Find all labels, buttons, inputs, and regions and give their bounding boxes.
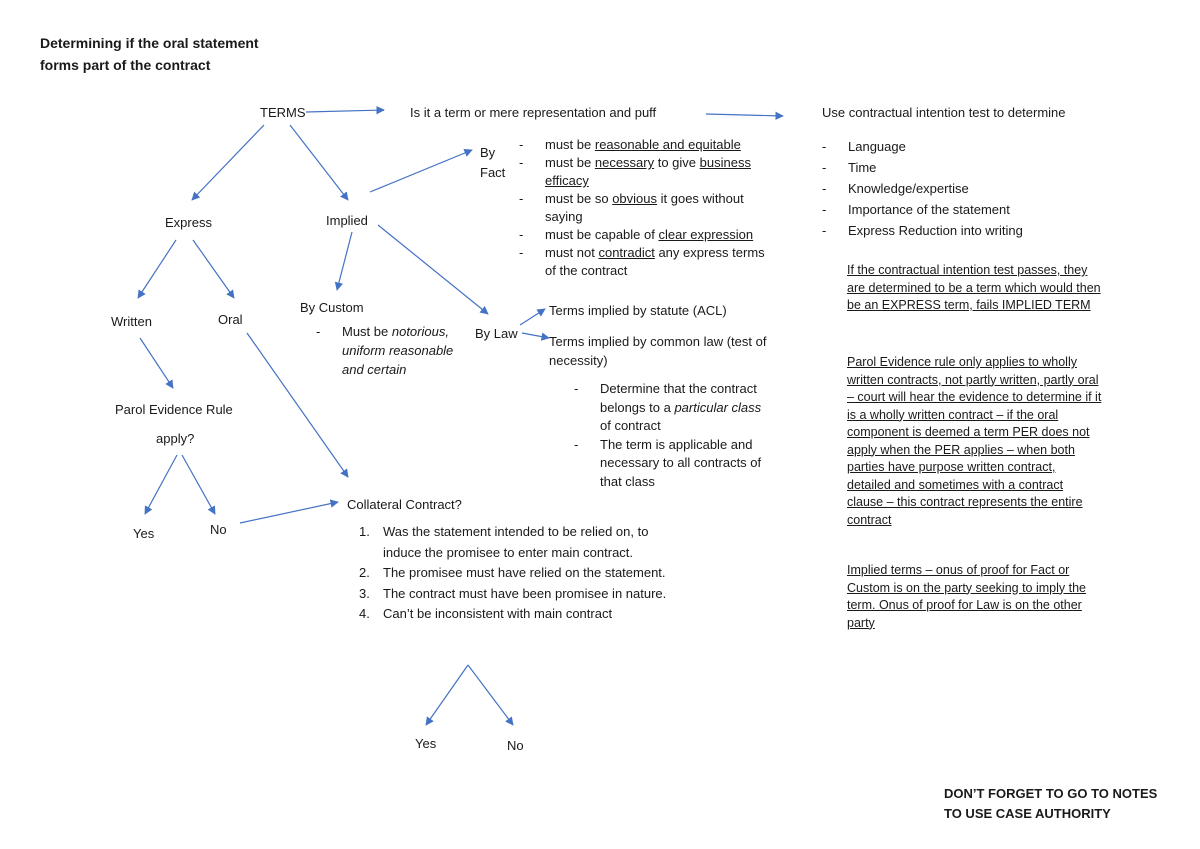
arrow-express-written (138, 240, 176, 298)
implied-node: Implied (326, 213, 368, 228)
note-intention-test: If the contractual intention test passes, they are determined to be a term which would then be an EXPRESS term, fails IMPLIED TERM (847, 263, 1101, 312)
law-sub-item: - Determine that the contract belongs to a particular class of contract (574, 380, 774, 436)
intention-item: - Language (822, 136, 1023, 157)
intention-item: - Time (822, 157, 1023, 178)
fact-item: - must be capable of clear expression (519, 226, 779, 244)
arrow-apply-no (182, 455, 215, 514)
intention-item: - Knowledge/expertise (822, 178, 1023, 199)
intention-item: - Importance of the statement (822, 199, 1023, 220)
by-fact-line-2: Fact (480, 165, 506, 180)
arrow-collateral-no (468, 665, 513, 725)
arrow-terms-express (192, 125, 264, 200)
collateral-no-node: No (507, 738, 524, 753)
apply-node: apply? (156, 431, 195, 446)
arrow-implied-law (378, 225, 488, 314)
terms-node: TERMS (260, 105, 306, 120)
page-title (40, 32, 259, 76)
arrow-apply-yes (145, 455, 177, 514)
arrow-terms-question (306, 110, 384, 112)
reminder-line-1: DON’T FORGET TO GO TO NOTES (944, 786, 1158, 801)
title-line-2: forms part of the contract (40, 57, 211, 73)
by-fact-node (480, 143, 505, 183)
note-parol-evidence: Parol Evidence rule only applies to wholly written contracts, not partly written, partly oral – court will hear the evidence to determine if it is a wholly written contract – if the oral component is deemed a term PER does not apply when the PER applies – when both parties have purpose written contract, detailed and sometimes with a contract clause – this contract represents the entire contract (847, 355, 1102, 527)
collateral-item: 4. Can’t be inconsistent with main contract (359, 606, 613, 621)
express-node: Express (165, 215, 212, 230)
arrow-express-oral (193, 240, 234, 298)
collateral-item: 2. The promisee must have relied on the statement. (359, 565, 666, 580)
intention-list (822, 136, 1023, 241)
arrow-no-collateral (240, 502, 338, 523)
written-node: Written (111, 314, 152, 329)
arrow-written-parol (140, 338, 173, 388)
by-custom-node: By Custom (300, 300, 364, 315)
parol-node: Parol Evidence Rule (115, 402, 233, 417)
fact-list (519, 136, 779, 280)
by-fact-line-1: By (480, 145, 496, 160)
by-law-node: By Law (475, 326, 518, 341)
arrow-implied-fact (370, 150, 472, 192)
law-statute: Terms implied by statute (ACL) (549, 303, 727, 318)
contractual-intention-node: Use contractual intention test to determine (822, 105, 1066, 120)
collateral-item: 3. The contract must have been promisee in nature. (359, 585, 667, 601)
custom-list (316, 322, 466, 379)
question-node: Is it a term or mere representation and puff (410, 105, 657, 120)
reminder-note (944, 784, 1157, 824)
no-node: No (210, 522, 227, 537)
arrow-terms-implied (290, 125, 348, 200)
custom-item: - Must be notorious, uniform reasonable and certain (316, 322, 466, 379)
oral-node: Oral (218, 312, 243, 327)
fact-item: - must not contradict any express terms of the contract (519, 244, 779, 280)
collateral-item: 1. Was the statement intended to be relied on, to induce the promisee to enter main contract. (359, 524, 649, 560)
law-sub-list (574, 380, 774, 491)
arrow-law-common (522, 333, 549, 338)
arrow-question-contractual (706, 114, 783, 116)
collateral-node: Collateral Contract? (347, 497, 462, 512)
arrow-implied-custom (337, 232, 352, 290)
fact-item: - must be so obvious it goes without saying (519, 190, 779, 226)
arrow-collateral-yes (426, 665, 468, 725)
intention-item: - Express Reduction into writing (822, 220, 1023, 241)
collateral-list (353, 522, 683, 625)
arrow-law-statute (520, 309, 545, 325)
fact-item: - must be necessary to give business efficacy (519, 154, 779, 190)
title-line-1: Determining if the oral statement (40, 35, 259, 51)
note-implied-onus: Implied terms – onus of proof for Fact or Custom is on the party seeking to imply the term. Onus of proof for Law is on the other party (847, 563, 1087, 630)
law-common: Terms implied by common law (test of necessity) (549, 334, 767, 368)
law-sub-item: - The term is applicable and necessary to all contracts of that class (574, 436, 774, 492)
reminder-line-2: TO USE CASE AUTHORITY (944, 806, 1111, 821)
fact-item: - must be reasonable and equitable (519, 136, 779, 154)
collateral-yes-node: Yes (415, 736, 437, 751)
yes-node: Yes (133, 526, 155, 541)
